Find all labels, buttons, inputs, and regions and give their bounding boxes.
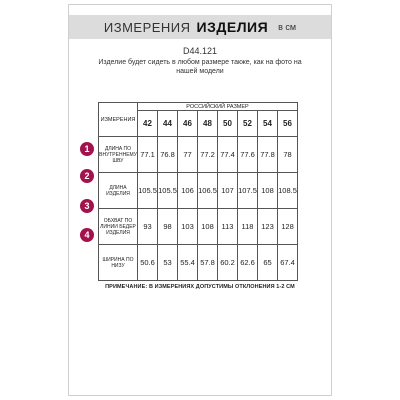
- size-header: 42: [138, 111, 158, 137]
- title-product: ИЗДЕЛИЯ: [196, 19, 269, 35]
- size-header: 44: [158, 111, 178, 137]
- table-cell: 93: [138, 209, 158, 245]
- table-cell: 108: [258, 173, 278, 209]
- measurements-table: [98, 102, 298, 281]
- table-row: [99, 245, 298, 281]
- row-number-badge: 1: [80, 142, 94, 156]
- title-banner: [69, 15, 331, 39]
- table-cell: 60.2: [218, 245, 238, 281]
- table-cell: 105.5: [158, 173, 178, 209]
- table-cell: 77: [178, 137, 198, 173]
- size-header: 54: [258, 111, 278, 137]
- table-cell: 128: [278, 209, 298, 245]
- size-header: 56: [278, 111, 298, 137]
- table-cell: 106: [178, 173, 198, 209]
- tolerance-note: ПРИМЕЧАНИЕ: В ИЗМЕРЕНИЯХ ДОПУСТИМЫ ОТКЛОНЕНИЯ 1-2 СМ: [105, 284, 295, 290]
- title-measurements: ИЗМЕРЕНИЯ: [103, 19, 191, 35]
- row-label: ШИРИНА ПО НИЗУ: [99, 245, 138, 281]
- table-row: [99, 137, 298, 173]
- article-code: D44.121: [182, 46, 218, 56]
- table-cell: 103: [178, 209, 198, 245]
- table-cell: 62.6: [238, 245, 258, 281]
- table-cell: 107.5: [238, 173, 258, 209]
- table-cell: 78: [278, 137, 298, 173]
- size-group-header: РОССИЙСКИЙ РАЗМЕР: [138, 103, 298, 111]
- table-cell: 57.8: [198, 245, 218, 281]
- size-chart-sheet: [68, 4, 332, 396]
- table-cell: 53: [158, 245, 178, 281]
- table-cell: 50.6: [138, 245, 158, 281]
- table-cell: 105.5: [138, 173, 158, 209]
- table-corner-label: ИЗМЕРЕНИЯ: [99, 103, 138, 137]
- table-cell: 76.8: [158, 137, 178, 173]
- size-header: 52: [238, 111, 258, 137]
- table-cell: 118: [238, 209, 258, 245]
- table-cell: 113: [218, 209, 238, 245]
- row-number-badge: 2: [80, 169, 94, 183]
- table-cell: 108: [198, 209, 218, 245]
- title-unit: в см: [278, 22, 297, 32]
- table-cell: 106.5: [198, 173, 218, 209]
- table-cell: 77.6: [238, 137, 258, 173]
- table-cell: 55.4: [178, 245, 198, 281]
- table-cell: 107: [218, 173, 238, 209]
- row-number-badge: 3: [80, 199, 94, 213]
- table-cell: 65: [258, 245, 278, 281]
- row-label: ОБХВАТ ПО ЛИНИИ БЕДЕР ИЗДЕЛИЯ: [99, 209, 138, 245]
- table-cell: 67.4: [278, 245, 298, 281]
- row-number-badge: 4: [80, 228, 94, 242]
- row-label: ДЛИНА ИЗДЕЛИЯ: [99, 173, 138, 209]
- table-cell: 77.8: [258, 137, 278, 173]
- table-cell: 123: [258, 209, 278, 245]
- table-cell: 77.1: [138, 137, 158, 173]
- table-cell: 77.4: [218, 137, 238, 173]
- size-header: 46: [178, 111, 198, 137]
- table-row: [99, 209, 298, 245]
- fit-description: Изделие будет сидеть в любом размере также, как на фото на нашей модели: [98, 59, 302, 75]
- size-header: 50: [218, 111, 238, 137]
- table-row: [99, 173, 298, 209]
- row-label: ДЛИНА ПО ВНУТРЕННЕМУ ШВУ: [99, 137, 138, 173]
- table-cell: 77.2: [198, 137, 218, 173]
- table-cell: 98: [158, 209, 178, 245]
- size-header: 48: [198, 111, 218, 137]
- table-cell: 108.5: [278, 173, 298, 209]
